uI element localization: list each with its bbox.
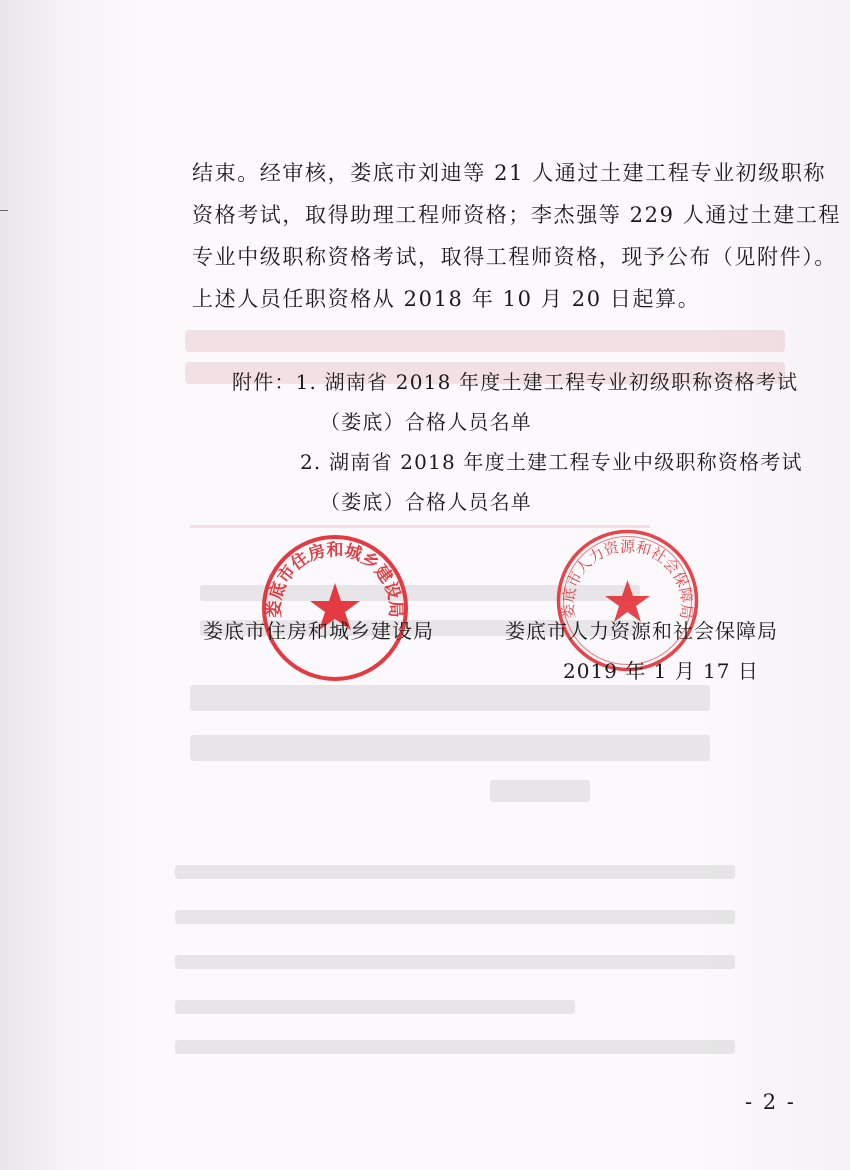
body-line: 上述人员任职资格从 2018 年 10 月 20 日起算。 — [192, 287, 701, 311]
attachments-list — [232, 362, 832, 522]
seal-lettering: 娄底市住房和城乡建设局 — [264, 540, 406, 618]
body-line: 结束。经审核，娄底市刘迪等 21 人通过土建工程专业初级职称 — [192, 161, 827, 185]
page-number: - 2 - — [745, 1090, 796, 1114]
signature-housing-bureau: 娄底市住房和城乡建设局 — [203, 619, 434, 643]
attachments-label: 附件： — [232, 370, 296, 394]
body-paragraph — [192, 152, 842, 320]
attachment-title: 1. 湖南省 2018 年度土建工程专业初级职称资格考试 — [295, 370, 799, 394]
issue-date: 2019 年 1 月 17 日 — [563, 659, 759, 683]
attachment-title-continued: （娄底）合格人员名单 — [320, 490, 532, 514]
attachment-item-2: 2. 湖南省 2018 年度土建工程专业中级职称资格考试 — [300, 450, 803, 474]
seal-lettering: 娄底市人力资源和社会保障局 — [559, 537, 696, 620]
housing-bureau-seal-icon — [260, 533, 410, 683]
attachment-title-continued: （娄底）合格人员名单 — [320, 410, 532, 434]
body-line: 资格考试，取得助理工程师资格；李杰强等 229 人通过土建工程 — [192, 203, 842, 227]
hr-bureau-seal-icon — [555, 528, 700, 673]
body-line: 专业中级职称资格考试，取得工程师资格，现予公布（见附件）。 — [192, 245, 837, 269]
attachment-item-1 — [232, 362, 832, 402]
signature-hr-bureau: 娄底市人力资源和社会保障局 — [505, 619, 778, 643]
margin-mark — [0, 210, 8, 211]
